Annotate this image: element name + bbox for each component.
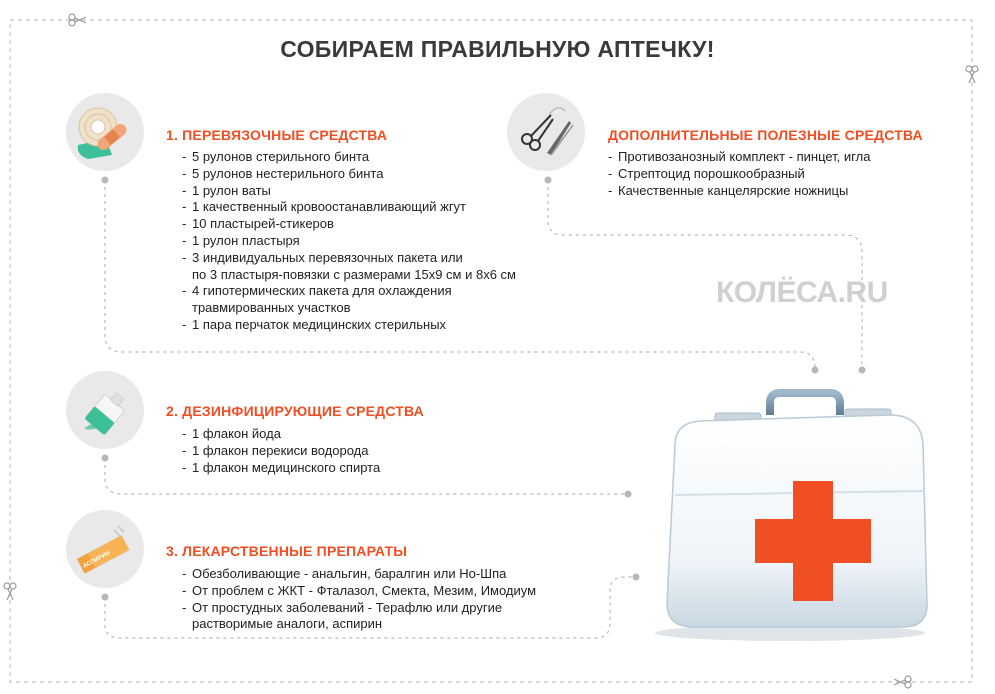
medicines-list — [182, 566, 536, 633]
list-item-continuation: растворимые аналоги, аспирин — [192, 616, 383, 632]
page-title: СОБИРАЕМ ПРАВИЛЬНУЮ АПТЕЧКУ! — [280, 36, 715, 62]
list-item: - Противозанозный комплект - пинцет, игла — [608, 149, 871, 164]
list-item: - 1 флакон перекиси водорода — [182, 442, 369, 458]
list-item: - 5 рулонов стерильного бинта — [182, 149, 370, 164]
pill-box-icon — [66, 510, 144, 588]
scissors-tweezers-icon — [507, 93, 585, 171]
list-item-continuation: травмированных участков — [192, 300, 351, 316]
list-item: - Стрептоцид порошкообразный — [608, 165, 805, 181]
section-heading-extra: ДОПОЛНИТЕЛЬНЫЕ ПОЛЕЗНЫЕ СРЕДСТВА — [608, 127, 923, 143]
list-item-continuation: по 3 пластыря-повязки с размерами 15х9 см и 8х6 см — [192, 266, 516, 282]
list-item: - 1 рулон пластыря — [182, 232, 300, 248]
list-item: - 1 пара перчаток медицинских стерильных — [182, 316, 447, 332]
list-item: - Качественные канцелярские ножницы — [608, 182, 849, 198]
list-item: - 10 пластырей-стикеров — [182, 216, 334, 232]
section-heading-disinfect: 2. ДЕЗИНФИЦИРУЮЩИЕ СРЕДСТВА — [166, 403, 424, 419]
list-item: - От простудных заболеваний - Терафлю или другие — [182, 599, 503, 615]
list-item: - 5 рулонов нестерильного бинта — [182, 165, 384, 181]
list-item: - 4 гипотермических пакета для охлаждения — [182, 283, 452, 299]
list-item: - 1 качественный кровоостанавливающий жгут — [182, 199, 467, 215]
list-item: - От проблем с ЖКТ - Фталазол, Смекта, Мезим, Имодиум — [182, 582, 537, 598]
bandages-list — [182, 149, 516, 334]
kolesa-logo: КОЛЁСА.RU — [716, 276, 888, 309]
list-item: - 3 индивидуальных перевязочных пакета или — [182, 249, 463, 265]
list-item: - 1 флакон йода — [182, 426, 281, 441]
first-aid-kit-illustration — [645, 385, 945, 645]
list-item: - Обезболивающие - анальгин, баралгин или Но-Шпа — [182, 566, 507, 581]
antiseptic-bottle-icon — [66, 371, 144, 449]
bandage-roll-icon — [66, 93, 144, 171]
list-item: - 1 флакон медицинского спирта — [182, 459, 381, 475]
disinfect-list — [182, 426, 380, 476]
section-heading-bandages: 1. ПЕРЕВЯЗОЧНЫЕ СРЕДСТВА — [166, 127, 388, 143]
list-item: - 1 рулон ваты — [182, 182, 271, 198]
extra-list — [608, 149, 870, 199]
section-heading-medicines: 3. ЛЕКАРСТВЕННЫЕ ПРЕПАРАТЫ — [166, 543, 408, 559]
svg-text:АСПИРИН: АСПИРИН — [82, 550, 112, 570]
